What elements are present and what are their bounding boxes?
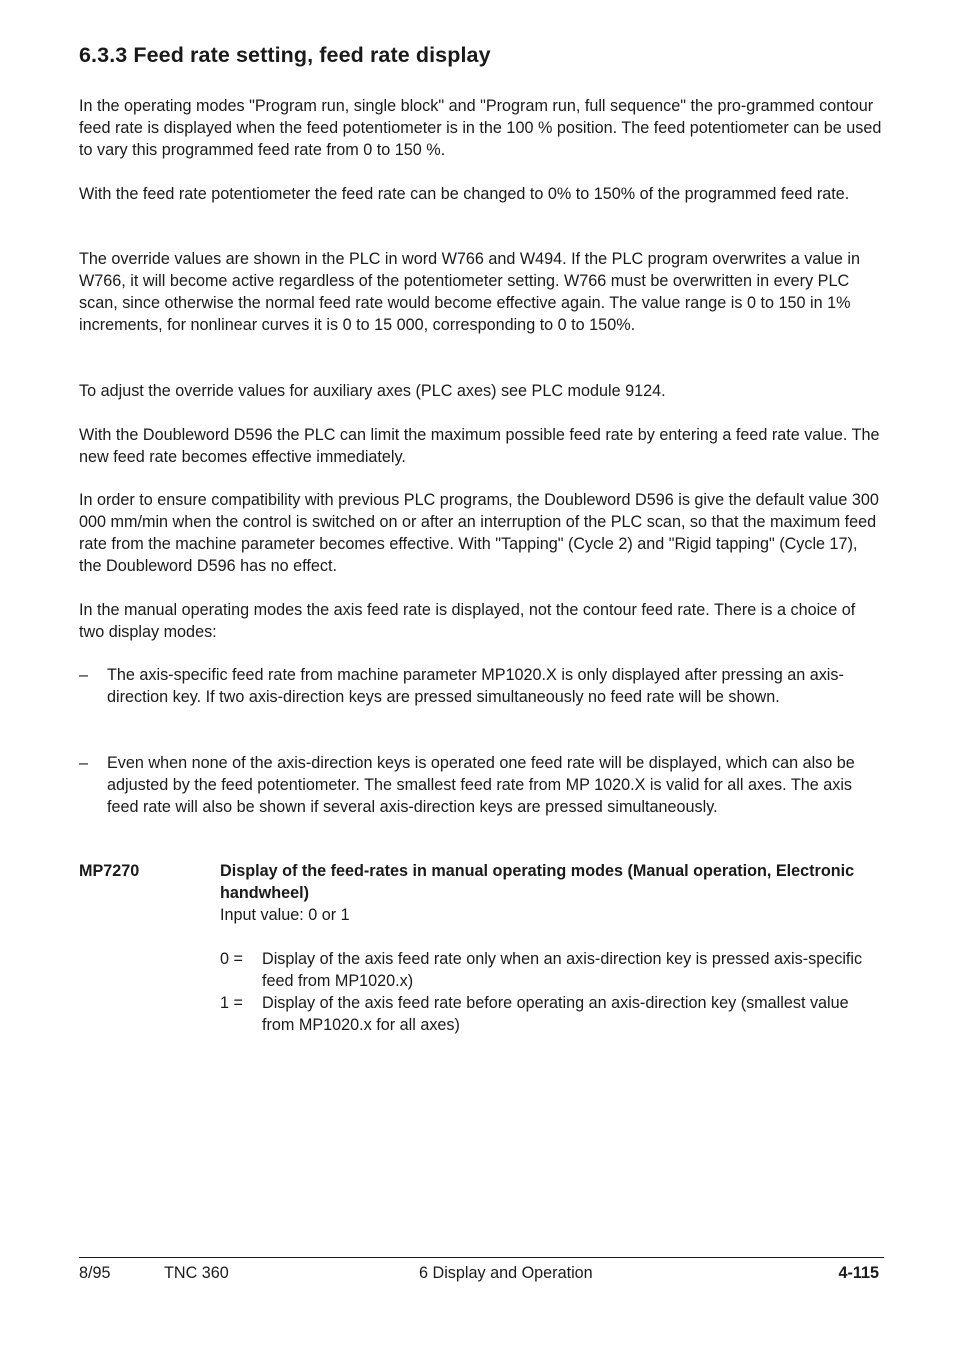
- list-item: [79, 752, 884, 818]
- footer-product: TNC 360: [164, 1264, 229, 1282]
- input-value-text: Input value: 0 or 1: [220, 906, 350, 924]
- option-row: [220, 948, 880, 992]
- option-text: Display of the axis feed rate before operating an axis-direction key (smallest value from MP1020.x for all axes): [262, 994, 849, 1034]
- machine-parameter-title: Display of the feed-rates in manual operating modes (Manual operation, Electronic handwheel): [220, 862, 855, 902]
- list-item-text: Even when none of the axis-direction keys is operated one feed rate will be displayed, which can also be adjusted by the feed potentiometer. The smallest feed rate from MP 1020.X is valid for all axes. The axis feed rate will also be shown if several axis-direction keys are pressed simultaneously.: [107, 754, 855, 816]
- option-key: 0 =: [220, 950, 243, 968]
- list-dash: –: [79, 666, 89, 684]
- machine-parameter-code: MP7270: [79, 862, 140, 880]
- list-item-text: The axis-specific feed rate from machine parameter MP1020.X is only displayed after pressing an axis-direction key. If two axis-direction keys are pressed simultaneously no feed rate will be shown.: [107, 666, 844, 706]
- paragraph-potentiometer-range: With the feed rate potentiometer the feed rate can be changed to 0% to 150% of the programmed feed rate.: [79, 185, 850, 203]
- option-key: 1 =: [220, 994, 243, 1012]
- section-heading: 6.3.3 Feed rate setting, feed rate display: [79, 43, 491, 67]
- footer-chapter: 6 Display and Operation: [419, 1264, 593, 1282]
- list-dash: –: [79, 754, 89, 772]
- machine-parameter-description: [220, 860, 880, 1036]
- footer-divider: [79, 1257, 884, 1258]
- option-text: Display of the axis feed rate only when an axis-direction key is pressed axis-specific feed from MP1020.x): [262, 950, 863, 990]
- paragraph-compatibility: In order to ensure compatibility with previous PLC programs, the Doubleword D596 is give the default value 300 000 mm/min when the control is switched on or after an interruption of the PLC scan, so that the maximum feed rate from the machine parameter becomes effective. With "Tapping" (Cycle 2) and "Rigid tapping" (Cycle 17), the Doubleword D596 has no effect.: [79, 491, 879, 575]
- list-item: [79, 664, 884, 708]
- paragraph-override-values: The override values are shown in the PLC in word W766 and W494. If the PLC program overwrites a value in W766, it will become active regardless of the potentiometer setting. W766 must be overwritten in every PLC scan, since otherwise the normal feed rate would become effective again. The value range is 0 to 150 in 1% increments, for nonlinear curves it is 0 to 15 000, corresponding to 0 to 150%.: [79, 250, 860, 334]
- paragraph-feed-display: In the operating modes "Program run, single block" and "Program run, full sequence" the pro-grammed contour feed rate is displayed when the feed potentiometer is in the 100 % position. The feed potentiometer can be used to vary this programmed feed rate from 0 to 150 %.: [79, 97, 882, 159]
- option-row: [220, 992, 880, 1036]
- paragraph-manual-modes: In the manual operating modes the axis feed rate is displayed, not the contour feed rate. There is a choice of two display modes:: [79, 601, 856, 641]
- paragraph-auxiliary-axes: To adjust the override values for auxiliary axes (PLC axes) see PLC module 9124.: [79, 382, 666, 400]
- footer-page-number: 4-115: [838, 1264, 879, 1282]
- footer-date: 8/95: [79, 1264, 111, 1282]
- paragraph-doubleword-limit: With the Doubleword D596 the PLC can limit the maximum possible feed rate by entering a feed rate value. The new feed rate becomes effective immediately.: [79, 426, 880, 466]
